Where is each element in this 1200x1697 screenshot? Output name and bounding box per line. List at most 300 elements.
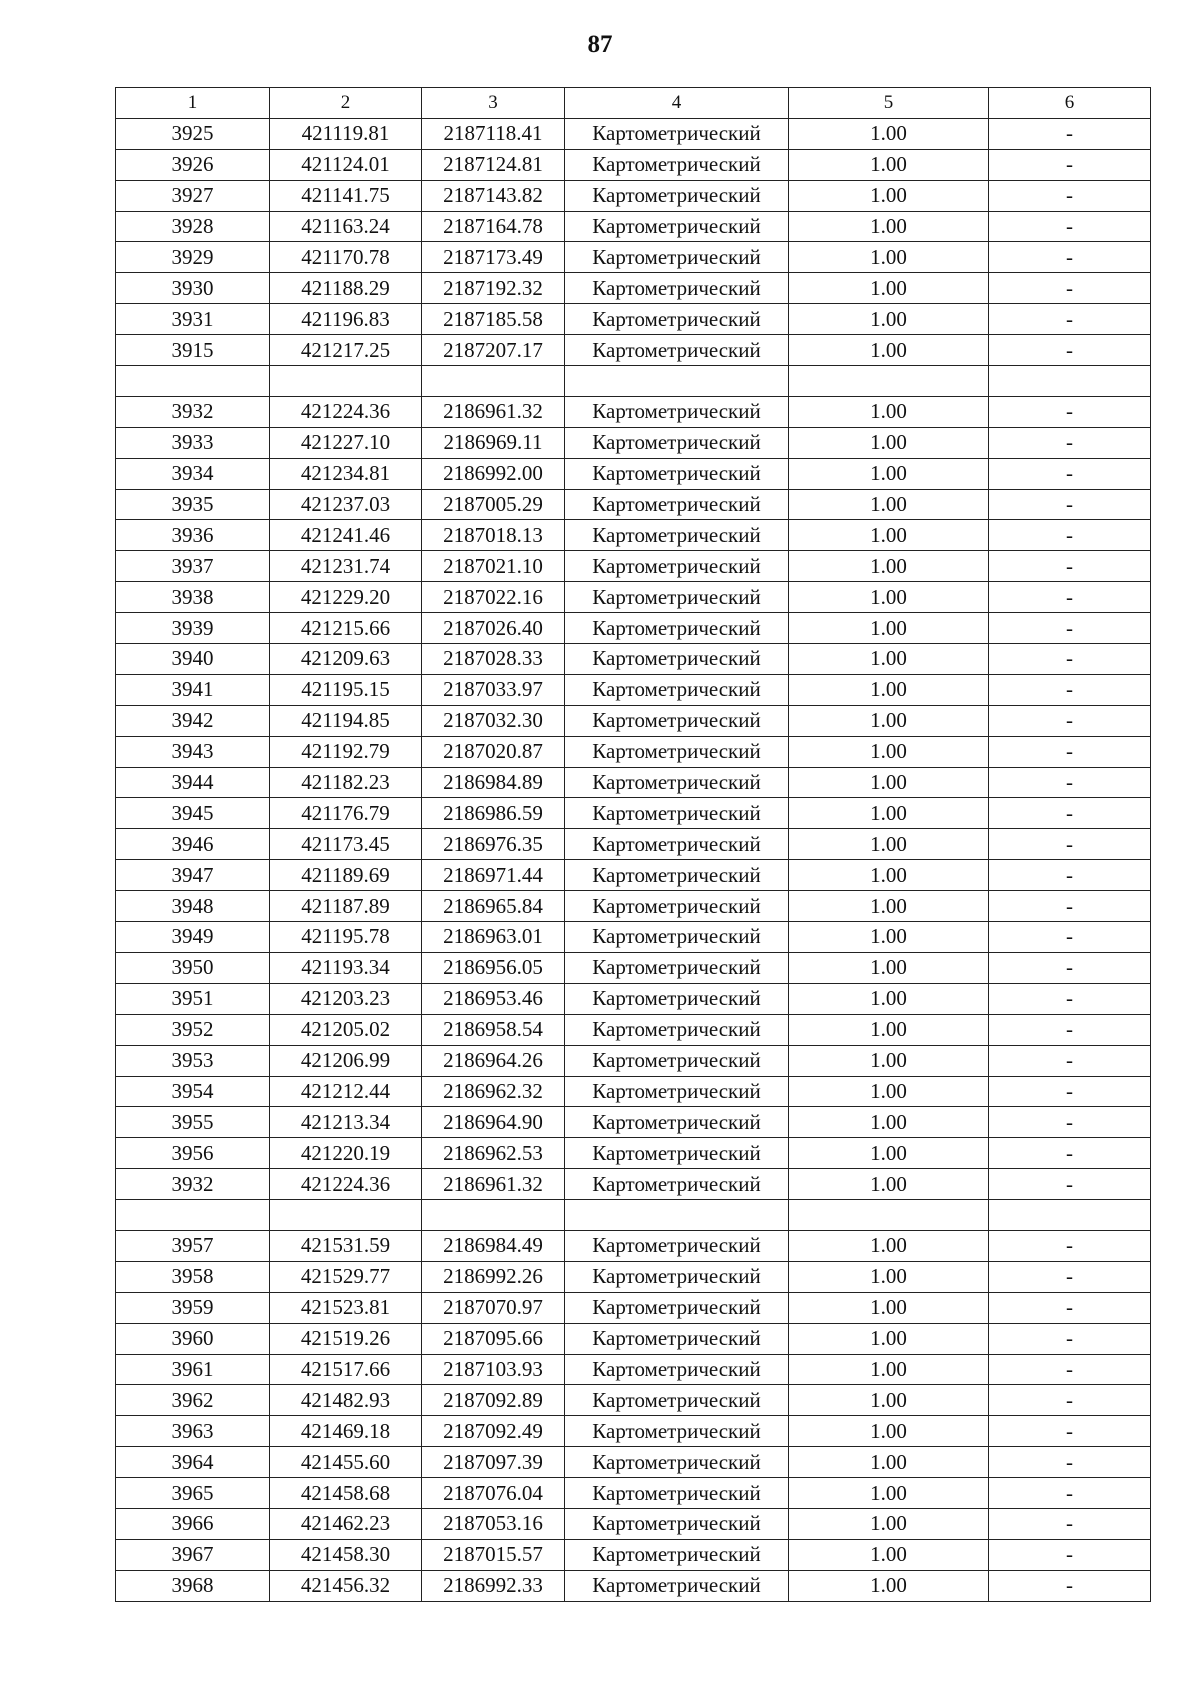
- accuracy-cell: 1.00: [789, 1416, 989, 1447]
- method-cell: Картометрический: [565, 396, 789, 427]
- description-cell: -: [989, 613, 1151, 644]
- y-coordinate-cell: 2186958.54: [422, 1014, 565, 1045]
- method-cell: Картометрический: [565, 180, 789, 211]
- table-row: [116, 211, 1151, 242]
- point-number-cell: 3947: [116, 860, 270, 891]
- y-coordinate-cell: 2187076.04: [422, 1478, 565, 1509]
- method-cell: Картометрический: [565, 798, 789, 829]
- table-row: [116, 1323, 1151, 1354]
- accuracy-cell: 1.00: [789, 1261, 989, 1292]
- point-number-cell: 3932: [116, 1169, 270, 1200]
- description-cell: -: [989, 118, 1151, 149]
- table-row: [116, 798, 1151, 829]
- method-cell: Картометрический: [565, 983, 789, 1014]
- accuracy-cell: 1.00: [789, 396, 989, 427]
- description-cell: -: [989, 767, 1151, 798]
- method-cell: Картометрический: [565, 1539, 789, 1570]
- description-cell: -: [989, 1107, 1151, 1138]
- table-body: [116, 118, 1151, 1601]
- x-coordinate-cell: 421224.36: [270, 396, 422, 427]
- point-number-cell: 3934: [116, 458, 270, 489]
- point-number-cell: 3965: [116, 1478, 270, 1509]
- y-coordinate-cell: 2186963.01: [422, 922, 565, 953]
- column-header: 5: [789, 88, 989, 119]
- point-number-cell: 3915: [116, 335, 270, 366]
- method-cell: Картометрический: [565, 736, 789, 767]
- x-coordinate-cell: 421529.77: [270, 1261, 422, 1292]
- x-coordinate-cell: 421194.85: [270, 705, 422, 736]
- point-number-cell: 3937: [116, 551, 270, 582]
- table-row: [116, 922, 1151, 953]
- method-cell: Картометрический: [565, 273, 789, 304]
- description-cell: -: [989, 736, 1151, 767]
- point-number-cell: 3962: [116, 1385, 270, 1416]
- method-cell: Картометрический: [565, 952, 789, 983]
- table-row: [116, 242, 1151, 273]
- x-coordinate-cell: 421217.25: [270, 335, 422, 366]
- point-number-cell: 3932: [116, 396, 270, 427]
- method-cell: [565, 1200, 789, 1231]
- accuracy-cell: 1.00: [789, 1138, 989, 1169]
- y-coordinate-cell: 2186976.35: [422, 829, 565, 860]
- x-coordinate-cell: [270, 366, 422, 397]
- accuracy-cell: 1.00: [789, 705, 989, 736]
- accuracy-cell: 1.00: [789, 1447, 989, 1478]
- description-cell: -: [989, 1323, 1151, 1354]
- method-cell: Картометрический: [565, 674, 789, 705]
- point-number-cell: 3941: [116, 674, 270, 705]
- accuracy-cell: 1.00: [789, 952, 989, 983]
- y-coordinate-cell: 2186961.32: [422, 1169, 565, 1200]
- method-cell: Картометрический: [565, 1416, 789, 1447]
- point-number-cell: 3940: [116, 644, 270, 675]
- point-number-cell: 3935: [116, 489, 270, 520]
- x-coordinate-cell: 421224.36: [270, 1169, 422, 1200]
- y-coordinate-cell: 2187143.82: [422, 180, 565, 211]
- description-cell: -: [989, 273, 1151, 304]
- x-coordinate-cell: 421482.93: [270, 1385, 422, 1416]
- accuracy-cell: 1.00: [789, 427, 989, 458]
- point-number-cell: 3943: [116, 736, 270, 767]
- x-coordinate-cell: 421220.19: [270, 1138, 422, 1169]
- x-coordinate-cell: 421469.18: [270, 1416, 422, 1447]
- accuracy-cell: 1.00: [789, 582, 989, 613]
- x-coordinate-cell: 421215.66: [270, 613, 422, 644]
- x-coordinate-cell: 421458.30: [270, 1539, 422, 1570]
- method-cell: Картометрический: [565, 149, 789, 180]
- table-row: [116, 1539, 1151, 1570]
- table-row: [116, 674, 1151, 705]
- x-coordinate-cell: 421229.20: [270, 582, 422, 613]
- description-cell: -: [989, 149, 1151, 180]
- table-row: [116, 1261, 1151, 1292]
- x-coordinate-cell: 421531.59: [270, 1230, 422, 1261]
- x-coordinate-cell: 421124.01: [270, 149, 422, 180]
- description-cell: -: [989, 1416, 1151, 1447]
- description-cell: -: [989, 582, 1151, 613]
- x-coordinate-cell: 421203.23: [270, 983, 422, 1014]
- method-cell: Картометрический: [565, 489, 789, 520]
- y-coordinate-cell: 2187124.81: [422, 149, 565, 180]
- table-row: [116, 613, 1151, 644]
- point-number-cell: 3930: [116, 273, 270, 304]
- y-coordinate-cell: 2186971.44: [422, 860, 565, 891]
- method-cell: Картометрический: [565, 891, 789, 922]
- y-coordinate-cell: 2186965.84: [422, 891, 565, 922]
- y-coordinate-cell: 2187021.10: [422, 551, 565, 582]
- y-coordinate-cell: 2187097.39: [422, 1447, 565, 1478]
- accuracy-cell: 1.00: [789, 180, 989, 211]
- table-row: [116, 952, 1151, 983]
- accuracy-cell: 1.00: [789, 458, 989, 489]
- accuracy-cell: 1.00: [789, 767, 989, 798]
- y-coordinate-cell: 2186962.53: [422, 1138, 565, 1169]
- point-number-cell: 3958: [116, 1261, 270, 1292]
- method-cell: Картометрический: [565, 1385, 789, 1416]
- y-coordinate-cell: 2187032.30: [422, 705, 565, 736]
- y-coordinate-cell: 2186984.89: [422, 767, 565, 798]
- accuracy-cell: 1.00: [789, 118, 989, 149]
- table-row: [116, 1508, 1151, 1539]
- accuracy-cell: 1.00: [789, 242, 989, 273]
- y-coordinate-cell: 2187103.93: [422, 1354, 565, 1385]
- accuracy-cell: 1.00: [789, 798, 989, 829]
- x-coordinate-cell: 421517.66: [270, 1354, 422, 1385]
- table-row: [116, 273, 1151, 304]
- x-coordinate-cell: 421213.34: [270, 1107, 422, 1138]
- x-coordinate-cell: 421170.78: [270, 242, 422, 273]
- accuracy-cell: 1.00: [789, 644, 989, 675]
- point-number-cell: 3933: [116, 427, 270, 458]
- table-row: [116, 705, 1151, 736]
- y-coordinate-cell: 2187005.29: [422, 489, 565, 520]
- table-row: [116, 1107, 1151, 1138]
- x-coordinate-cell: 421205.02: [270, 1014, 422, 1045]
- accuracy-cell: 1.00: [789, 1230, 989, 1261]
- accuracy-cell: 1.00: [789, 891, 989, 922]
- method-cell: Картометрический: [565, 335, 789, 366]
- accuracy-cell: 1.00: [789, 520, 989, 551]
- accuracy-cell: 1.00: [789, 304, 989, 335]
- description-cell: -: [989, 1354, 1151, 1385]
- accuracy-cell: 1.00: [789, 1107, 989, 1138]
- point-number-cell: 3954: [116, 1076, 270, 1107]
- point-number-cell: 3938: [116, 582, 270, 613]
- point-number-cell: 3955: [116, 1107, 270, 1138]
- method-cell: Картометрический: [565, 118, 789, 149]
- x-coordinate-cell: 421212.44: [270, 1076, 422, 1107]
- point-number-cell: 3942: [116, 705, 270, 736]
- method-cell: Картометрический: [565, 1014, 789, 1045]
- x-coordinate-cell: 421227.10: [270, 427, 422, 458]
- table-row: [116, 1478, 1151, 1509]
- y-coordinate-cell: 2186953.46: [422, 983, 565, 1014]
- x-coordinate-cell: 421182.23: [270, 767, 422, 798]
- table-row: [116, 458, 1151, 489]
- y-coordinate-cell: 2186956.05: [422, 952, 565, 983]
- point-number-cell: [116, 366, 270, 397]
- x-coordinate-cell: 421192.79: [270, 736, 422, 767]
- table-row: [116, 1138, 1151, 1169]
- y-coordinate-cell: 2186961.32: [422, 396, 565, 427]
- description-cell: -: [989, 829, 1151, 860]
- point-number-cell: 3966: [116, 1508, 270, 1539]
- y-coordinate-cell: 2187173.49: [422, 242, 565, 273]
- table-row: [116, 396, 1151, 427]
- x-coordinate-cell: 421188.29: [270, 273, 422, 304]
- point-number-cell: 3928: [116, 211, 270, 242]
- description-cell: -: [989, 674, 1151, 705]
- accuracy-cell: 1.00: [789, 613, 989, 644]
- x-coordinate-cell: 421119.81: [270, 118, 422, 149]
- accuracy-cell: 1.00: [789, 1169, 989, 1200]
- description-cell: -: [989, 427, 1151, 458]
- y-coordinate-cell: 2186962.32: [422, 1076, 565, 1107]
- column-header: 4: [565, 88, 789, 119]
- table-row: [116, 829, 1151, 860]
- method-cell: Картометрический: [565, 1447, 789, 1478]
- y-coordinate-cell: 2186964.26: [422, 1045, 565, 1076]
- column-header: 3: [422, 88, 565, 119]
- y-coordinate-cell: 2187164.78: [422, 211, 565, 242]
- x-coordinate-cell: 421187.89: [270, 891, 422, 922]
- table-header-row: [116, 88, 1151, 119]
- y-coordinate-cell: [422, 366, 565, 397]
- accuracy-cell: 1.00: [789, 922, 989, 953]
- method-cell: Картометрический: [565, 427, 789, 458]
- accuracy-cell: 1.00: [789, 860, 989, 891]
- point-number-cell: 3925: [116, 118, 270, 149]
- point-number-cell: 3957: [116, 1230, 270, 1261]
- table-row: [116, 1292, 1151, 1323]
- description-cell: -: [989, 1169, 1151, 1200]
- description-cell: -: [989, 952, 1151, 983]
- method-cell: Картометрический: [565, 304, 789, 335]
- coordinates-table: [115, 87, 1151, 1602]
- description-cell: -: [989, 1447, 1151, 1478]
- description-cell: -: [989, 211, 1151, 242]
- description-cell: -: [989, 1539, 1151, 1570]
- point-number-cell: 3946: [116, 829, 270, 860]
- y-coordinate-cell: 2187026.40: [422, 613, 565, 644]
- table-row: [116, 180, 1151, 211]
- y-coordinate-cell: 2187020.87: [422, 736, 565, 767]
- method-cell: Картометрический: [565, 1292, 789, 1323]
- x-coordinate-cell: 421189.69: [270, 860, 422, 891]
- method-cell: Картометрический: [565, 1107, 789, 1138]
- table-row: [116, 1076, 1151, 1107]
- x-coordinate-cell: [270, 1200, 422, 1231]
- y-coordinate-cell: 2186992.33: [422, 1570, 565, 1601]
- y-coordinate-cell: 2187033.97: [422, 674, 565, 705]
- table-row: [116, 1045, 1151, 1076]
- description-cell: -: [989, 1045, 1151, 1076]
- table-row: [116, 304, 1151, 335]
- description-cell: -: [989, 891, 1151, 922]
- description-cell: [989, 1200, 1151, 1231]
- point-number-cell: 3956: [116, 1138, 270, 1169]
- y-coordinate-cell: 2186984.49: [422, 1230, 565, 1261]
- x-coordinate-cell: 421195.78: [270, 922, 422, 953]
- description-cell: -: [989, 1292, 1151, 1323]
- description-cell: -: [989, 983, 1151, 1014]
- y-coordinate-cell: 2186992.26: [422, 1261, 565, 1292]
- method-cell: Картометрический: [565, 860, 789, 891]
- accuracy-cell: 1.00: [789, 149, 989, 180]
- description-cell: -: [989, 396, 1151, 427]
- description-cell: [989, 366, 1151, 397]
- point-number-cell: 3960: [116, 1323, 270, 1354]
- method-cell: Картометрический: [565, 551, 789, 582]
- table-row: [116, 1230, 1151, 1261]
- table-row: [116, 427, 1151, 458]
- method-cell: Картометрический: [565, 1354, 789, 1385]
- method-cell: [565, 366, 789, 397]
- description-cell: -: [989, 798, 1151, 829]
- y-coordinate-cell: [422, 1200, 565, 1231]
- x-coordinate-cell: 421519.26: [270, 1323, 422, 1354]
- method-cell: Картометрический: [565, 1323, 789, 1354]
- point-number-cell: 3926: [116, 149, 270, 180]
- x-coordinate-cell: 421455.60: [270, 1447, 422, 1478]
- point-number-cell: 3967: [116, 1539, 270, 1570]
- description-cell: -: [989, 644, 1151, 675]
- table-row: [116, 149, 1151, 180]
- accuracy-cell: 1.00: [789, 211, 989, 242]
- table-row: [116, 1014, 1151, 1045]
- method-cell: Картометрический: [565, 211, 789, 242]
- x-coordinate-cell: 421241.46: [270, 520, 422, 551]
- y-coordinate-cell: 2187118.41: [422, 118, 565, 149]
- table-row: [116, 860, 1151, 891]
- description-cell: -: [989, 520, 1151, 551]
- table-row: [116, 118, 1151, 149]
- method-cell: Картометрический: [565, 520, 789, 551]
- table-row: [116, 551, 1151, 582]
- description-cell: -: [989, 1014, 1151, 1045]
- accuracy-cell: 1.00: [789, 1508, 989, 1539]
- y-coordinate-cell: 2187185.58: [422, 304, 565, 335]
- method-cell: Картометрический: [565, 1169, 789, 1200]
- x-coordinate-cell: 421523.81: [270, 1292, 422, 1323]
- accuracy-cell: [789, 366, 989, 397]
- method-cell: Картометрический: [565, 829, 789, 860]
- method-cell: Картометрический: [565, 922, 789, 953]
- description-cell: -: [989, 1385, 1151, 1416]
- method-cell: Картометрический: [565, 1508, 789, 1539]
- table-row: [116, 1570, 1151, 1601]
- description-cell: -: [989, 242, 1151, 273]
- description-cell: -: [989, 1076, 1151, 1107]
- description-cell: -: [989, 551, 1151, 582]
- point-number-cell: 3929: [116, 242, 270, 273]
- point-number-cell: 3944: [116, 767, 270, 798]
- table-row: [116, 582, 1151, 613]
- accuracy-cell: 1.00: [789, 273, 989, 304]
- description-cell: -: [989, 335, 1151, 366]
- x-coordinate-cell: 421237.03: [270, 489, 422, 520]
- x-coordinate-cell: 421234.81: [270, 458, 422, 489]
- page-number: 87: [587, 31, 613, 58]
- accuracy-cell: 1.00: [789, 1539, 989, 1570]
- x-coordinate-cell: 421196.83: [270, 304, 422, 335]
- description-cell: -: [989, 860, 1151, 891]
- column-header: 2: [270, 88, 422, 119]
- accuracy-cell: 1.00: [789, 489, 989, 520]
- table-row: [116, 983, 1151, 1014]
- point-number-cell: 3961: [116, 1354, 270, 1385]
- point-number-cell: 3950: [116, 952, 270, 983]
- x-coordinate-cell: 421193.34: [270, 952, 422, 983]
- accuracy-cell: 1.00: [789, 1478, 989, 1509]
- point-number-cell: 3953: [116, 1045, 270, 1076]
- method-cell: Картометрический: [565, 644, 789, 675]
- column-header: 6: [989, 88, 1151, 119]
- table-row: [116, 736, 1151, 767]
- method-cell: Картометрический: [565, 1230, 789, 1261]
- accuracy-cell: [789, 1200, 989, 1231]
- table-row: [116, 767, 1151, 798]
- method-cell: Картометрический: [565, 1045, 789, 1076]
- x-coordinate-cell: 421206.99: [270, 1045, 422, 1076]
- point-number-cell: [116, 1200, 270, 1231]
- y-coordinate-cell: 2187207.17: [422, 335, 565, 366]
- method-cell: Картометрический: [565, 613, 789, 644]
- separator-row: [116, 366, 1151, 397]
- y-coordinate-cell: 2187092.89: [422, 1385, 565, 1416]
- point-number-cell: 3951: [116, 983, 270, 1014]
- x-coordinate-cell: 421209.63: [270, 644, 422, 675]
- method-cell: Картометрический: [565, 242, 789, 273]
- x-coordinate-cell: 421173.45: [270, 829, 422, 860]
- description-cell: -: [989, 1230, 1151, 1261]
- method-cell: Картометрический: [565, 1570, 789, 1601]
- method-cell: Картометрический: [565, 705, 789, 736]
- accuracy-cell: 1.00: [789, 1076, 989, 1107]
- accuracy-cell: 1.00: [789, 335, 989, 366]
- accuracy-cell: 1.00: [789, 1014, 989, 1045]
- table-row: [116, 1385, 1151, 1416]
- description-cell: -: [989, 1138, 1151, 1169]
- table-row: [116, 891, 1151, 922]
- accuracy-cell: 1.00: [789, 1570, 989, 1601]
- accuracy-cell: 1.00: [789, 674, 989, 705]
- point-number-cell: 3939: [116, 613, 270, 644]
- accuracy-cell: 1.00: [789, 1045, 989, 1076]
- point-number-cell: 3964: [116, 1447, 270, 1478]
- description-cell: -: [989, 180, 1151, 211]
- point-number-cell: 3949: [116, 922, 270, 953]
- x-coordinate-cell: 421163.24: [270, 211, 422, 242]
- description-cell: -: [989, 1508, 1151, 1539]
- y-coordinate-cell: 2187092.49: [422, 1416, 565, 1447]
- accuracy-cell: 1.00: [789, 1292, 989, 1323]
- method-cell: Картометрический: [565, 458, 789, 489]
- y-coordinate-cell: 2187095.66: [422, 1323, 565, 1354]
- description-cell: -: [989, 1570, 1151, 1601]
- method-cell: Картометрический: [565, 1076, 789, 1107]
- table-row: [116, 335, 1151, 366]
- table-row: [116, 1169, 1151, 1200]
- table-row: [116, 1416, 1151, 1447]
- point-number-cell: 3959: [116, 1292, 270, 1323]
- point-number-cell: 3963: [116, 1416, 270, 1447]
- y-coordinate-cell: 2186992.00: [422, 458, 565, 489]
- y-coordinate-cell: 2186969.11: [422, 427, 565, 458]
- point-number-cell: 3945: [116, 798, 270, 829]
- point-number-cell: 3952: [116, 1014, 270, 1045]
- x-coordinate-cell: 421176.79: [270, 798, 422, 829]
